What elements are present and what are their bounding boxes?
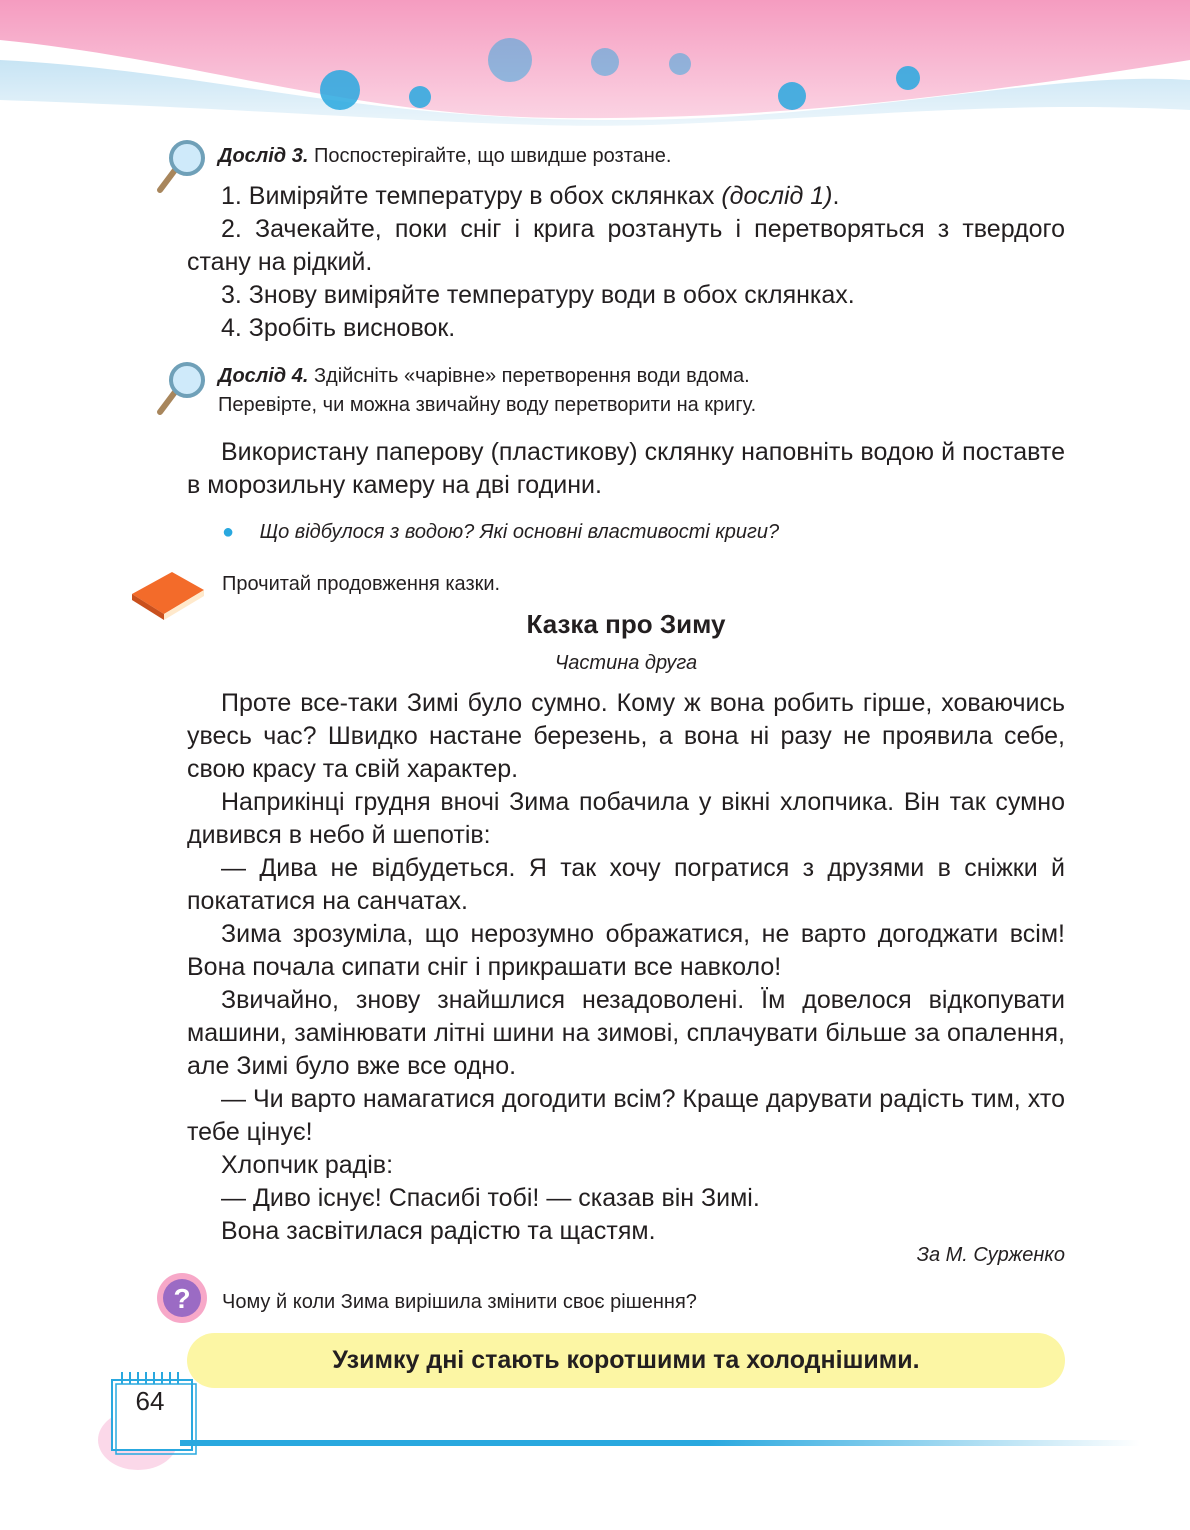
magnifier-icon: [155, 360, 211, 416]
bullet-icon: ●: [222, 521, 235, 543]
page-number: 64: [135, 1386, 165, 1416]
story-subtitle: Частина друга: [554, 652, 698, 674]
story-paragraph: Звичайно, знову знайшлися незадоволені. Їм довелося відкопувати машини, замінювати літні шини на зимові, сплачувати більше за опалення, але Зимі було вже все одно.: [187, 986, 1065, 1080]
svg-text:?: ?: [173, 1283, 191, 1314]
story-title: Казка про Зиму: [526, 609, 726, 639]
question-icon: [155, 1271, 209, 1325]
story-paragraph: Зима зрозуміла, що нерозумно ображатися, не варто догоджати всім! Вона почала сипати сніг і прикрашати все навколо!: [187, 920, 1065, 981]
question-text: Чому й коли Зима вирішила змінити своє рішення?: [222, 1291, 697, 1313]
reading-instruction: Прочитай продовження казки.: [222, 573, 501, 595]
story-author: За М. Сурженко: [916, 1244, 1065, 1266]
story-paragraph: Проте все-таки Зимі було сумно. Кому ж вона робить гірше, ховаючись увесь час? Швидко настане березень, а вона ні разу не проявила себе, свою красу та свій характер.: [187, 689, 1065, 783]
experiment3-intro: Поспостерігайте, що швидше розтане.: [313, 145, 672, 167]
story-paragraph: — Чи варто намагатися догодити всім? Краще дарувати радість тим, хто тебе цінує!: [187, 1085, 1065, 1146]
footer-line: [180, 1440, 1140, 1448]
winter-banner: [0, 0, 1190, 160]
experiment4-intro: Здійсніть «чарівне» перетворення води вдома.: [313, 365, 750, 387]
experiment4-question-row: [222, 518, 1100, 546]
story-paragraph: — Дива не відбудеться. Я так хочу погратися з друзями в сніжки й покататися на санчатах.: [187, 854, 1065, 915]
experiment4-header: [218, 362, 1096, 390]
step-1: 1. Виміряйте температуру в обох склянках (дослід 1).: [221, 182, 840, 210]
conclusion-banner: [187, 1333, 1065, 1388]
conclusion-text: Узимку дні стають коротшими та холоднішими.: [332, 1346, 920, 1374]
experiment3-steps: [187, 180, 1065, 345]
experiment3-header: [218, 142, 1096, 170]
experiment4-title: Дослід 4.: [218, 365, 309, 387]
experiment4-question: Що відбулося з водою? Які основні властивості криги?: [259, 521, 780, 543]
experiment4-intro2: Перевірте, чи можна звичайну воду перетворити на кригу.: [218, 394, 757, 416]
step-3: 3. Знову виміряйте температуру води в обох склянках.: [221, 281, 855, 309]
experiment3-title: Дослід 3.: [218, 145, 309, 167]
step-2: 2. Зачекайте, поки сніг і крига розтануть і перетворяться з твердого стану на рідкий.: [187, 215, 1065, 276]
story-paragraph: Вона засвітилася радістю та щастям.: [221, 1217, 656, 1245]
story-body: [187, 687, 1065, 1248]
story-paragraph: Хлопчик радів:: [221, 1151, 394, 1179]
step-4: 4. Зробіть висновок.: [221, 314, 456, 342]
experiment4-body: Використану паперову (пластикову) склянку наповніть водою й поставте в морозильну камеру на дві години.: [187, 438, 1065, 499]
story-paragraph: — Диво існує! Спасибі тобі! — сказав він Зимі.: [221, 1184, 760, 1212]
story-paragraph: Наприкінці грудня вночі Зима побачила у вікні хлопчика. Він так сумно дивився в небо й шепотів:: [187, 788, 1065, 849]
